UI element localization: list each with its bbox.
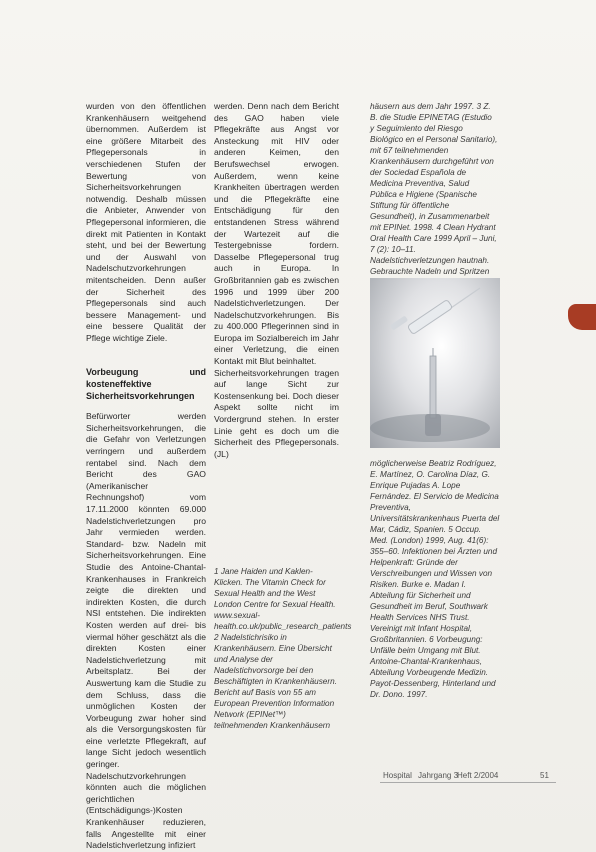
text-column-1 bbox=[86, 101, 206, 852]
section-tab-marker bbox=[568, 304, 596, 330]
paragraph: wurden von den öffentlichen Krankenhäusern weitgehend übernommen. Außerdem ist eine größere Mitarbeit des Pflegepersonals in verschiedenen Stufen der Bewertung von Sicherheitsvorkehrungen notwendig. Deshalb müssen die Anbieter, Anwender von Pflegepersonal informieren, die direkt mit Patienten in Kontakt steht, und bei der Bewertung und der Auswahl von Nadelschutzvorkehrungen mitentscheiden. Denn außer der Sicherheit des Pflegepersonals sind auch bessere Management- und eine bessere Qualität der Pflege wichtige Ziele. bbox=[86, 101, 206, 343]
reference-text: möglicherweise Beatriz Rodríguez, E. Martínez, O. Carolina Díaz, G. Enrique Pujadas A. Lope Fernández. El Servicio de Medicina Preventiva, Universitätskrankenhaus Puerta del Mar, Cádiz, Spanien. 5 Occup. Med. (London) 1999, Aug. 41(6): 355–60. Infektionen bei Ärzten und Helpenkraft: Gründe der Verschreibungen und Wissen von Risiken. Burke e. Madan I. Abteilung für Sicherheit und Gesundheit im Beruf, Southwark Health Services NHS Trust. Vereinigt mit Infant Hospital, Großbritannien. 6 Vorbeugung: Unfälle beim Umgang mit Blut. Antoine-Chantal-Krankenhaus, Abteilung Vorbeugende Medizin. Payot-Dessenberg, Hinterland und Dr. Dono. 1997. bbox=[370, 459, 500, 699]
references-lower bbox=[370, 458, 500, 700]
footer-volume: Jahrgang 3 bbox=[418, 771, 459, 780]
section-heading: Vorbeugung und kosteneffektive Sicherheitsvorkehrungen bbox=[86, 367, 206, 401]
syringe-photo bbox=[370, 278, 500, 448]
footnote-url: www.sexual-health.co.uk/public_research_patients bbox=[214, 611, 352, 631]
reference-text: häusern aus dem Jahr 1997. 3 Z. B. die Studie EPINETAG (Estudio y Seguimiento del Riesgo Biológico en el Personal Sanitario), mit 67 teilnehmenden Krankenhäusern durchgeführt von der Sociedad Española de Medicina Preventiva, Salud Pública e Higiene (Spanische Stiftung für öffentliche Gesundheit), in Zusammenarbeit mit EPINet. 1998. 4 Clean Hydrant Oral Health Care 1999 April – Juni, 7 (2): 10–11. Nadelstichverletzungen hautnah. Gebrauchte Nadeln und Spritzen bbox=[370, 102, 498, 276]
footer-journal: Hospital bbox=[383, 771, 412, 780]
text-column-2 bbox=[214, 101, 339, 460]
references-upper bbox=[370, 101, 498, 288]
paragraph: werden. Denn nach dem Bericht des GAO haben viele Pflegekräfte aus Angst vor Ansteckung mit HIV oder anderen Keimen, den Berufswechsel erwogen. Außerdem, wenn keine Krankheiten übertragen werden und die Pflegekräfte eine Entschädigung für den entstandenen Stress während der Wartezeit auf die Testergebnisse fordern. Dasselbe Pflegepersonal trug auch in Europa. In Großbritannien gab es zwischen 1996 und 1999 über 200 Nadelstichverletzungen. Der Nadelschutzvorkehrungen. Bis zu 400.000 Pflegerinnen sind in Europa im Sozialbereich im Jahr einer Verletzung, die einen Kontakt mit Blut beinhaltet. bbox=[214, 101, 339, 367]
footnotes bbox=[214, 566, 352, 731]
paragraph: Sicherheitsvorkehrungen tragen auf lange Sicht zur Kostensenkung bei. Doch dieser Aspekt sollte nicht im Vordergrund stehen. In erster Linie geht es doch um die Sicherheit des Pflegepersonals. (JL) bbox=[214, 367, 339, 459]
syringe-icon bbox=[370, 278, 500, 448]
footer-issue: Heft 2/2004 bbox=[457, 771, 499, 780]
page-number: 51 bbox=[540, 771, 549, 780]
footer-divider bbox=[380, 782, 556, 783]
footnote: 1 Jane Haiden und Kaklen-Klicken. The Vitamin Check for Sexual Health and the West London Centre for Sexual Health. bbox=[214, 567, 336, 609]
footnote: 2 Nadelstichrisiko in Krankenhäusern. Eine Übersicht und Analyse der Nadelstichvorsorge bei den Beschäftigten in Krankenhäusern. Bericht auf Basis von 55 am European Prevention Information Network (EPINet™) teilnehmenden Krankenhäusern bbox=[214, 633, 337, 730]
paragraph: Befürworter werden Sicherheitsvorkehrungen, die die Gefahr von Verletzungen verringern und außerdem rentabel sind. Nach dem Bericht des GAO (Amerikanischer Rechnungshof) vom 17.11.2000 könnten 69.000 Nadelstichverletzungen pro Jahr vermieden werden. Standard- bzw. Nadeln mit Sicherheitsvorkehrungen. Eine Studie des Antoine-Chantal-Krankenhauses in Frankreich zeigte die direkten und indirekten Kosten, die durch NSI entstehen. Die indirekten Kosten werden auf drei- bis viermal höher geschätzt als die direkten Kosten einer Nadelstichverletzung mit Arbeitsplatz. Bei der Auswertung kam die Studie zu dem Schluss, dass die unmöglichen Kosten der Vorbeugung zwar hoher sind als die Versorgungskosten für eine verletzte Pflegekraft, auf lange Sicht jedoch wesentlich geringer. Nadelschutzvorkehrungen könnten auch die möglichen gerichtlichen (Entschädigungs-)Kosten Krankenhäuser reduzieren, falls Angestellte mit einer Nadelstichverletzung infiziert bbox=[86, 411, 206, 851]
